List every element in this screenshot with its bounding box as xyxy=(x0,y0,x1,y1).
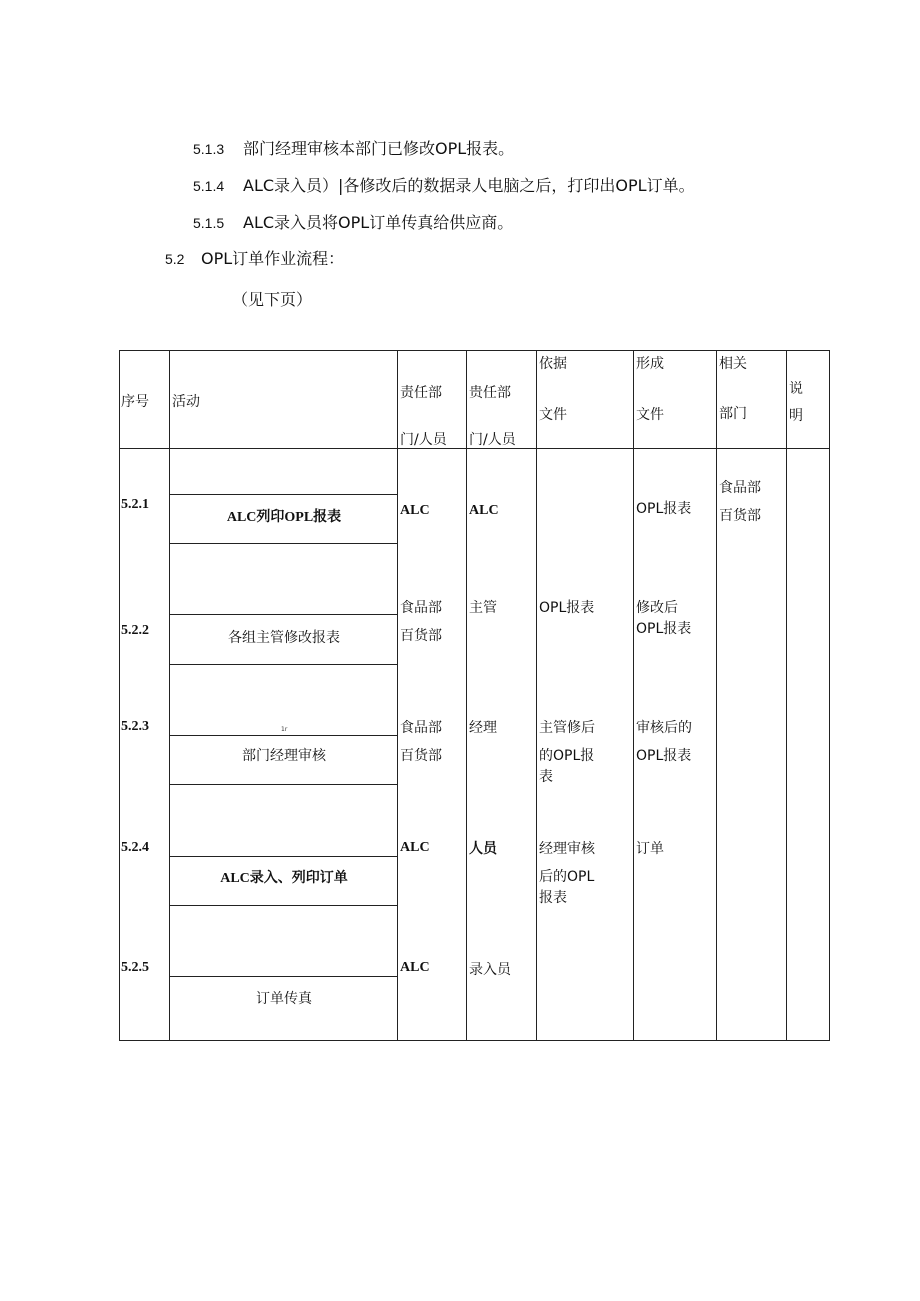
header-note-line2: 明 xyxy=(789,408,803,424)
row-resp1-line1: 食品部 xyxy=(400,600,442,616)
row-seq: 5.2.4 xyxy=(121,840,149,855)
row-basis-line1: 主管修后 xyxy=(539,720,595,736)
row-resp2: ALC xyxy=(469,503,499,518)
header-form-line1: 形成 xyxy=(636,356,664,372)
item-number: 5.1.5 xyxy=(193,215,225,231)
activity-box-label: ALC列印OPL报表 xyxy=(226,510,342,525)
row-resp2: 经理 xyxy=(469,720,497,736)
header-activity: 活动 xyxy=(172,394,200,410)
row-basis-line1: 经理审核 xyxy=(539,841,595,857)
row-seq: 5.2.3 xyxy=(121,719,149,734)
item-text: ALC录入员将OPL订单传真给供应商。 xyxy=(243,213,514,232)
row-seq: 5.2.1 xyxy=(121,497,149,512)
row-basis-line2: 后的OPL xyxy=(539,869,595,885)
row-resp1-line2: 百货部 xyxy=(400,748,442,764)
row-basis-doc: OPL报表 xyxy=(539,600,595,616)
row-resp1: ALC xyxy=(400,960,430,975)
activity-box-label: 订单传真 xyxy=(256,991,312,1007)
item-number: 5.1.4 xyxy=(193,178,225,194)
row-form-line2: OPL报表 xyxy=(636,748,692,764)
header-resp1-line1: 责任部 xyxy=(400,385,442,401)
row-resp1-line1: 食品部 xyxy=(400,720,442,736)
section-number: 5.2 xyxy=(165,251,185,267)
header-related-line2: 部门 xyxy=(719,406,747,422)
row-form-line2: OPL报表 xyxy=(636,621,692,637)
section-title: OPL订单作业流程： xyxy=(201,249,345,268)
row-form-doc: 订单 xyxy=(636,841,664,857)
row-resp1: ALC xyxy=(400,840,430,855)
item-text: ALC录入员）|各修改后的数据录人电脑之后，打印出OPL订单。 xyxy=(243,176,695,195)
row-basis-line3: 表 xyxy=(539,769,553,785)
header-basis-line1: 依据 xyxy=(539,356,567,372)
flow-arrow-mark: 1r xyxy=(281,726,288,733)
row-resp2: 主管 xyxy=(469,600,497,616)
header-resp2-line2: 门/人员 xyxy=(469,432,516,448)
item-number: 5.1.3 xyxy=(193,141,225,157)
row-resp2: 录入员 xyxy=(469,962,511,978)
row-resp1-line2: 百货部 xyxy=(400,628,442,644)
header-basis-line2: 文件 xyxy=(539,407,567,423)
activity-box-label: 各组主管修改报表 xyxy=(228,630,340,646)
item-text: 部门经理审核本部门已修改OPL报表。 xyxy=(243,139,515,158)
row-form-doc: OPL报表 xyxy=(636,501,692,517)
row-related-line1: 食品部 xyxy=(719,480,761,496)
row-seq: 5.2.5 xyxy=(121,960,149,975)
activity-box-label: 部门经理审核 xyxy=(242,748,326,764)
row-basis-line3: 报表 xyxy=(539,890,567,906)
row-form-line1: 审核后的 xyxy=(636,720,692,736)
row-resp1: ALC xyxy=(400,503,430,518)
header-resp1-line2: 门/人员 xyxy=(400,432,447,448)
row-related-line2: 百货部 xyxy=(719,508,761,524)
row-basis-line2: 的OPL报 xyxy=(539,748,595,764)
header-note-line1: 说 xyxy=(789,381,803,397)
see-next-page-note: （见下页） xyxy=(232,290,313,309)
header-related-line1: 相关 xyxy=(719,356,747,372)
header-seq: 序号 xyxy=(121,394,149,410)
activity-box-label: ALC录入、列印订单 xyxy=(220,871,348,886)
header-form-line2: 文件 xyxy=(636,407,664,423)
header-resp2-line1: 贵任部 xyxy=(469,385,511,401)
row-form-line1: 修改后 xyxy=(636,600,678,616)
row-seq: 5.2.2 xyxy=(121,623,149,638)
row-resp2: 人员 xyxy=(469,842,497,857)
